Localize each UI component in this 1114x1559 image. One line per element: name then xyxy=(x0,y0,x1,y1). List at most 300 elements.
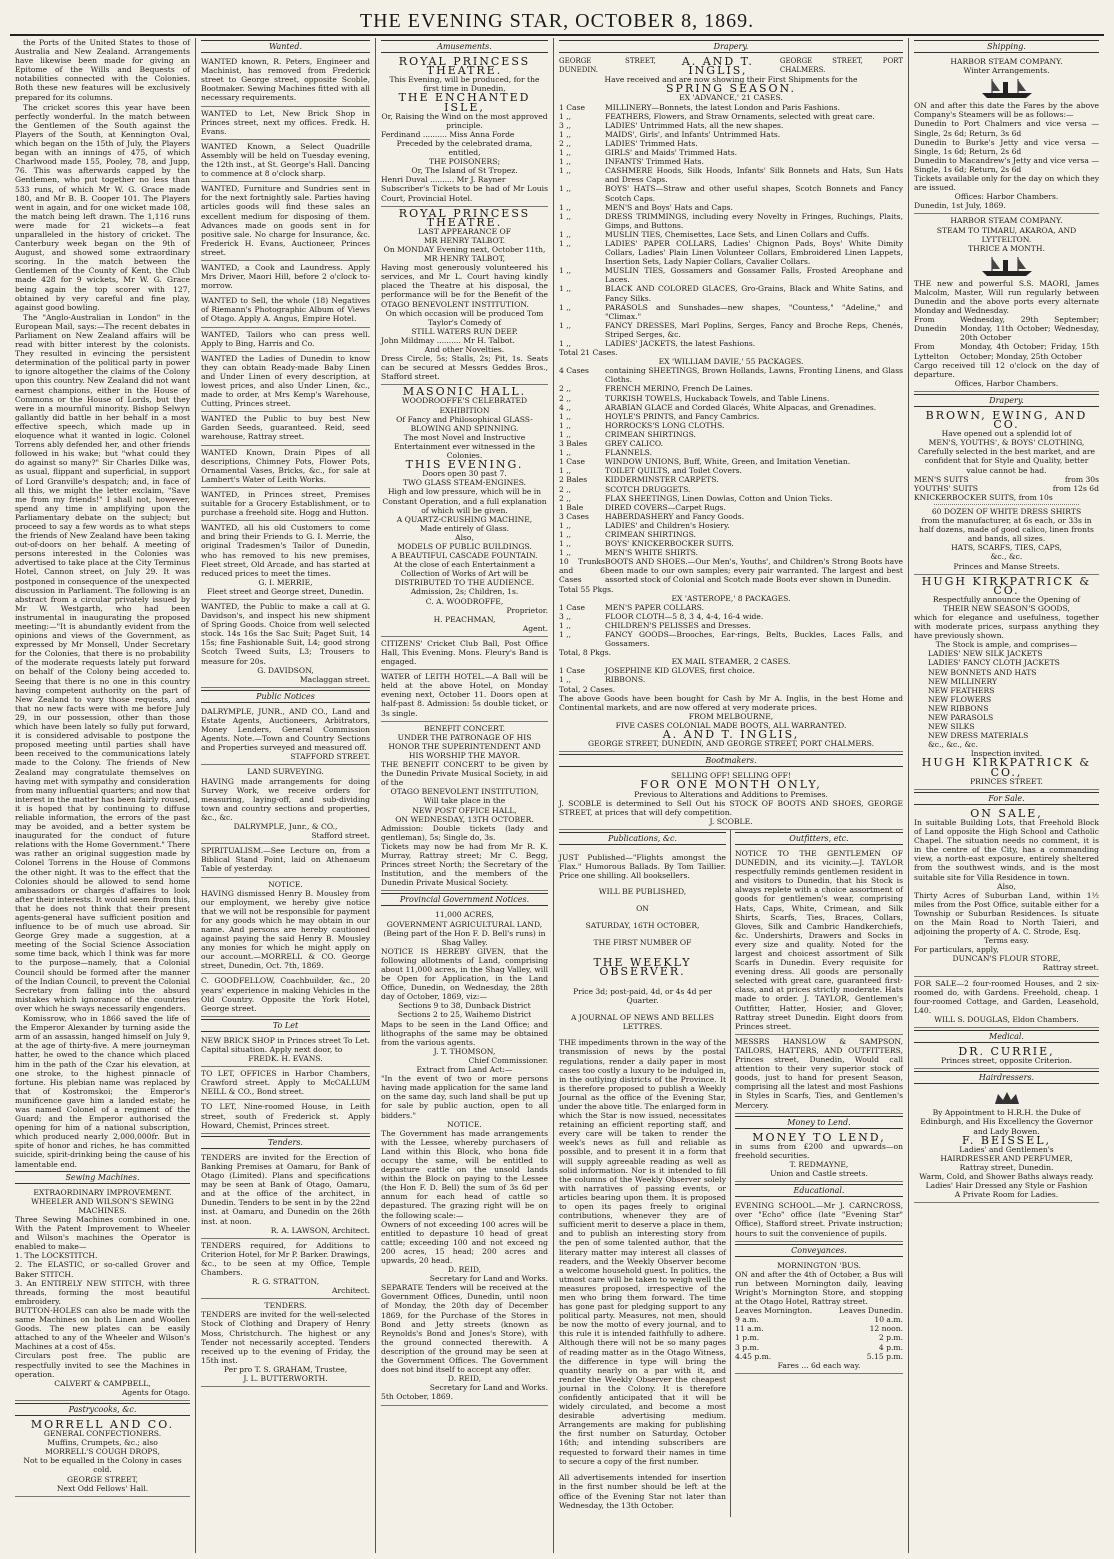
ad-text: WANTED the Public to buy best New Garden Seeds, guaranteed. Reid, seed warehouse, Rattray street. xyxy=(201,414,370,442)
ad-line: Also, xyxy=(997,881,1016,891)
inglis-header xyxy=(559,55,903,78)
ad-line: 2. The ELASTIC, or so-called Grover and Baker STITCH. xyxy=(15,1260,190,1279)
ad-line: High and low pressure, which will be in Constant Operation, and a full explanation of which will be given. xyxy=(382,487,547,515)
shipment-qty: 1 ,, xyxy=(559,466,572,476)
ad-line: Having most generously volunteered his services, and Mr L. Court having kindly placed the Theatre at his disposal, the performance will be for the Benefit of the OTAGO BENEVOLENT INSTITUTION. xyxy=(381,263,548,309)
ad-line: THRICE A MONTH. xyxy=(968,243,1045,253)
outfitter-ad xyxy=(735,1035,903,1114)
ad-line: Or, Raising the Wind on the most approved principle. xyxy=(381,111,548,130)
ad-line: MR HENRY TALBOT. xyxy=(423,235,506,245)
shipment-list-asterope xyxy=(559,603,903,648)
ad-line: Ladies' and Gentlemen's xyxy=(959,1144,1054,1154)
ad-text: NEW BRICK SHOP in Princes street To Let. Capital situation. Apply next door, to xyxy=(201,1035,370,1054)
theatre-ad xyxy=(381,207,548,386)
ad-text: TO LET, OFFICES in Harbor Chambers, Crawford street. Apply to McCALLUM NEILL & CO., Bond street. xyxy=(201,1069,370,1097)
shipment-item xyxy=(559,121,903,130)
ad-address: Offices: Harbor Chambers. xyxy=(954,192,1059,202)
ad-line: C. A. WOODROFFE, xyxy=(425,596,504,606)
ad-text: HAVING made arrangements for doing Survey Work, we receive orders for measuring, laying-off, and sub-dividing town and country sections and properties, &c., &c. xyxy=(201,776,370,822)
stock-item: NEW MILLINERY xyxy=(928,676,997,686)
educational-ad xyxy=(735,1199,903,1241)
ad-address: STAFFORD STREET. xyxy=(290,752,370,762)
shipment-desc: PARASOLS and Sunshades—new shapes, "Countess," "Adeline," and "Climax." xyxy=(605,302,903,321)
shipment-desc: RIBBONS. xyxy=(605,675,646,685)
pastry-ad xyxy=(15,1418,190,1497)
ad-line: THE POISONERS; xyxy=(428,157,501,167)
section-heading-educational: Educational. xyxy=(735,1184,903,1197)
timetable-cell: 1 p.m. xyxy=(735,1333,760,1343)
ad-line: MEN'S, YOUTHS', & BOYS' CLOTHING, xyxy=(928,438,1085,448)
shipment-desc: DIRED COVERS—Carpet Rugs. xyxy=(605,502,726,512)
ad-address: Offices, Harbor Chambers. xyxy=(954,378,1059,388)
shipment-item xyxy=(559,539,903,548)
ad-address: Maclaggan street. xyxy=(299,674,370,684)
ad-text: WANTED to Sell, the whole (18) Negatives of Riemann's Photographic Album of Views of Otago. Apply A. Angus, Empire Hotel. xyxy=(201,296,370,324)
shipment-desc: JOSEPHINE KID GLOVES, first choice. xyxy=(605,666,755,676)
ad-text: WANTED Known, Drain Pipes of all descriptions, Chimney Pots, Flower Pots, Ornamental Vases, Bricks, &c., for sale at Lambert's Water of Leith Works. xyxy=(201,447,370,484)
shipment-desc: KIDDERMINSTER CARPETS. xyxy=(605,475,719,485)
to-let-ad xyxy=(201,1034,370,1067)
ad-line: GOVERNMENT AGRICULTURAL LAND, xyxy=(386,919,543,929)
ad-line: A QUARTZ-CRUSHING MACHINE, xyxy=(396,514,533,524)
ad-line: 1. The LOCKSTITCH. xyxy=(15,1251,98,1261)
fare-line: Dunedin to Port Chalmers and vice versa — Single, 2s 6d; Return, 3s 6d xyxy=(914,119,1099,138)
ad-line: Made entirely of Glass. xyxy=(419,523,510,533)
shipment-desc: FANCY GOODS—Brooches, Ear-rings, Belts, Buckles, Laces Falls, and Gossamers. xyxy=(605,630,903,649)
shipment-item xyxy=(559,266,903,284)
ad-line: Tickets may now be had from Mr R. K. Murray, Rattray street; Mr C. Begg, Princes street North; the Secretary of the Institution, and the members of the Dunedin Private Musical Society. xyxy=(381,841,548,888)
ad-line: Ferdinand .......... Miss Anna Forde xyxy=(381,129,515,139)
ad-line: GENERAL CONFECTIONERS. xyxy=(43,1429,162,1439)
ad-line: THE ENCHANTED ISLE, xyxy=(398,91,531,114)
ad-line: A BEAUTIFUL CASCADE FOUNTAIN. xyxy=(391,551,538,561)
price-value: from 30s xyxy=(1064,474,1099,484)
spiritualism-ad xyxy=(201,844,370,877)
land-sale-ad xyxy=(914,807,1099,977)
ad-line: Muffins, Crumpets, &c.; also xyxy=(47,1438,158,1448)
shipment-qty: 2 ,, xyxy=(559,493,572,503)
shipment-qty: 1 Bale xyxy=(559,502,584,512)
shipment-desc: HOYLE'S PRINTS, and Fancy Cambrics. xyxy=(605,411,760,421)
tender-ad xyxy=(201,1151,370,1239)
ad-line: Fares ... 6d each way. xyxy=(777,1360,861,1370)
ad-line: 3. An ENTIRELY NEW STITCH, with three threads, forming the most beautiful embroidery. xyxy=(15,1278,190,1306)
shipment-qty: 1 Case xyxy=(559,102,585,112)
ad-title: TENDERS. xyxy=(264,1301,307,1311)
shipment-item xyxy=(559,366,903,384)
ad-text: TENDERS are invited for the well-selected Stock of Clothing and Drapery of Henry Moss, Christchurch. The highest or any Tender not necessarily accepted. Tenders received up to the evening of Friday, the 15th inst. xyxy=(201,1310,370,1365)
ad-line: Sections 9 to 38, Dunback District xyxy=(398,1001,531,1011)
ad-line: Winter Arrangements. xyxy=(963,66,1050,76)
ad-line: Price 3d; post-paid, 4d, or 4s 4d per Quarter. xyxy=(573,986,712,1005)
bus-ad xyxy=(735,1259,903,1374)
theatre-ad xyxy=(381,55,548,207)
shipment-total: Total, 2 Cases. xyxy=(559,684,616,694)
ad-signature: R. A. LAWSON, Architect. xyxy=(270,1225,370,1235)
shipment-qty: 1 ,, xyxy=(559,157,572,167)
shipment-item xyxy=(559,166,903,184)
shipment-qty: 1 ,, xyxy=(559,420,572,430)
ad-line: MR HENRY TALBOT, xyxy=(423,254,506,264)
ad-line: STEAM TO TIMARU, AKAROA, AND LYTTELTON. xyxy=(936,225,1077,244)
stock-list xyxy=(914,649,1099,749)
section-heading-provincial: Provincial Government Notices. xyxy=(381,893,548,906)
shipment-item xyxy=(559,457,903,466)
ad-line: The Government has made arrangements with the Lessee, whereby purchasers of Land within this Block, who bona fide occupy the same, will be entitled to depasture cattle on the unsold lands within the Block on paying to the Lessee (the Hon F. D. Bell) the sum of 3s 6d per annum for each head of cattle so depastured. The grazing right will be on the following scale:— xyxy=(381,1128,548,1220)
ad-text: CITIZENS' Cricket Club Ball, Post Office Hall, This Evening. Mons. Fleury's Band is engaged. xyxy=(381,638,548,667)
shipment-desc: MAIDS', Girls', and Infants' Untrimmed Hats. xyxy=(605,129,781,139)
shipment-desc: MUSLIN TIES, Chemisettes, Lace Sets, and Linen Collars and Cuffs. xyxy=(605,229,870,239)
ad-text: WANTED, all his old Customers to come and bring their Friends to G. I. Merrie, the original Tradesmen's Tailor of Dunedin, who has removed to his new premises, Fleet street, Old Arcade, and has started at reduced prices to meet the times. xyxy=(201,523,370,578)
shipment-item xyxy=(559,466,903,475)
ad-address: Union and Castle streets. xyxy=(770,1169,868,1179)
ad-line: HAIRDRESSER AND PERFUMER, xyxy=(940,1153,1073,1163)
shipment-desc: DRESS TRIMMINGS, including every Novelty in Fringes, Ruchings, Plaits, Gimps, and Buttons. xyxy=(605,211,903,230)
stock-item: &c., &c., &c. xyxy=(928,740,978,750)
ad-line: Doors open 30 past 7. xyxy=(422,469,507,479)
ad-line: "In the event of two or more persons having made application for the same land on the same day, such land shall be put up for sale by public auction, open to all bidders." xyxy=(381,1074,548,1120)
section-heading-medical: Medical. xyxy=(914,1030,1099,1043)
wanted-ad xyxy=(201,521,370,600)
shipment-desc: FANCY DRESSES, Marl Poplins, Serges, Fancy and Broche Reps, Chenés, Striped Serges, &c. xyxy=(605,320,903,339)
wanted-ad xyxy=(201,488,370,521)
ad-line: Warm, Cold, and Shower Baths always ready. xyxy=(919,1172,1094,1182)
shipment-qty: 1 ,, xyxy=(559,620,572,630)
shipment-qty: 1 ,, xyxy=(559,339,572,348)
fare-line: Dunedin to Burke's Jetty and vice versa — Single, 1s 6d; Return, 2s 6d xyxy=(914,137,1099,156)
shipment-desc: LADIES' Trimmed Hats. xyxy=(605,138,698,148)
ad-line: ON xyxy=(636,904,649,914)
ad-line: 5th October, 1869. xyxy=(381,1392,454,1402)
ad-line: D. REID, xyxy=(447,1374,482,1384)
shipment-qty: 1 ,, xyxy=(559,129,572,139)
ad-address: GEORGE STREET, DUNEDIN. xyxy=(559,57,656,75)
ad-line: John Mildmay .......... Mr H. Talbot. xyxy=(381,335,515,345)
stock-item: NEW DRESS MATERIALS xyxy=(928,731,1029,741)
ad-line: Admission: Double tickets (lady and gentleman), 5s; Single do, 3s. xyxy=(381,823,548,842)
ad-line: Circulars post free. The public are respectfully invited to see the Machines in operation. xyxy=(15,1351,190,1379)
ad-line: Rattray street, Dunedin. xyxy=(959,1162,1054,1172)
royal-crest-icon xyxy=(992,1090,1022,1106)
ad-text: All advertisements intended for insertion in the first number should be left at the office of the Evening Star not later than Wednesday, the 13th October. xyxy=(559,1473,726,1510)
price-item: KNICKERBOCKER SUITS, from 10s xyxy=(914,492,1053,502)
tender-ad xyxy=(201,1299,370,1387)
shipment-item xyxy=(559,230,903,239)
timetable-header xyxy=(735,1306,903,1315)
shipment-qty: 1 ,, xyxy=(559,520,572,530)
ad-signature: CALVERT & CAMPBELL, xyxy=(54,1378,151,1388)
timetable-col-label: Leaves Mornington. xyxy=(735,1306,813,1316)
shipment-desc: LADIES' and Children's Hosiery. xyxy=(605,520,730,530)
shipment-desc: containing SHEETINGS, Brown Hollands, Lawns, Fronting Linens, and Glass Cloths. xyxy=(605,366,903,385)
wanted-ad xyxy=(201,140,370,182)
ad-line: A Private Room for Ladies. xyxy=(954,1190,1059,1200)
timetable xyxy=(735,1315,903,1360)
ad-text: which for elegance and usefulness, together with moderate prices, surpass anything they have previously shown. xyxy=(914,612,1099,641)
ad-text: NOTICE TO THE GENTLEMEN OF DUNEDIN, and its vicinity.—J. TAYLOR respectfully reminds gentlemen resident in and visitors to Dunedin, that his Stock is always replete with a choice assortment of goods for gentlemen's wear, comprising Hats, Caps, White, Crimean, and Silk Shirts, Scarfs, Ties, Braces, Collars, Gloves, Silk and Cambric Handkerchiefs, &c. Undershirts, Drawers and Socks in every size and quality. Noted for the largest and choicest assortment of Silk Scarfs in Dunedin. Every requisite for evening dress. All goods are personally selected with great care, guaranteed first-class, and at prices strictly moderate. Hats made to order. J. TAYLOR, Gentlemen's Outfitter, Hatter, Hosier, and Glover, Rattray street Dunedin. Eight doors from Princes street. xyxy=(735,848,903,1031)
kirkpatrick-ad xyxy=(914,575,1099,790)
shipment-desc: FEATHERS, Flowers, and Straw Ornaments, selected with great care. xyxy=(605,111,875,121)
shipment-qty: 1 ,, xyxy=(559,202,572,212)
shipment-item xyxy=(559,112,903,121)
shipment-title: EX 'ADVANCE,' 21 CASES. xyxy=(679,93,783,103)
shipment-item xyxy=(559,503,903,512)
ad-title: MASONIC HALL. xyxy=(402,385,527,399)
outfitters-column xyxy=(731,830,903,1517)
shipment-item xyxy=(559,384,903,393)
harbor-steam-ad xyxy=(914,214,1099,392)
shipment-item xyxy=(559,521,903,530)
shipment-item xyxy=(559,675,903,684)
ad-title: HUGH KIRKPATRICK & CO., xyxy=(921,756,1092,779)
ad-line: NOTICE IS HEREBY GIVEN, that the following allotments of Land, comprising about 11,000 acres, in the Shag Valley, will be Open for Application, in the Land Office, Dunedin, on Wednesday, the 28th day of October, 1869, viz:— xyxy=(381,946,548,1002)
shipment-item xyxy=(559,630,903,648)
ad-text: The above Goods have been bought for Cash by Mr A. Inglis, in the best Home and Continental markets, and are now offered at very moderate prices. xyxy=(559,693,903,712)
shipment-qty: 3 Cases xyxy=(559,511,589,521)
shipment-desc: MEN'S and Boys' Hats and Caps. xyxy=(605,202,733,212)
to-let-ad xyxy=(201,1100,370,1133)
shipment-desc: BOYS' KNICKERBOCKER SUITS. xyxy=(605,539,734,549)
masonic-hall-ad xyxy=(381,385,548,637)
outfitter-ad xyxy=(735,847,903,1035)
ad-line: Not to be equalled in the Colony in cases cold. xyxy=(23,1456,182,1475)
ad-address: Fleet street and George street, Dunedin. xyxy=(207,586,364,596)
ad-text: WATER of LEITH HOTEL.—A Ball will be held at the above Hotel, on Monday evening next, October 11. Doors open at half-past 8. Admission: 5s double ticket, or 3s single. xyxy=(381,672,548,718)
ad-line: GEORGE STREET, xyxy=(66,1474,138,1484)
shipment-qty: 1 ,, xyxy=(559,111,572,121)
ad-line: FIVE CASES COLONIAL MADE BOOTS, ALL WARRANTED. xyxy=(615,720,847,730)
ad-line: This Evening, will be produced, for the first time in Dunedin, xyxy=(389,75,540,94)
shipment-title: EX MAIL STEAMER, 2 CASES. xyxy=(671,657,791,667)
ad-line: Chief Commissioner. xyxy=(468,1055,548,1065)
ad-text: DALRYMPLE, JUNR., AND CO., Land and Estate Agents, Auctioneers, Arbitrators, Money Lenders, General Commission Agents. Note.—Town and Country Sections and Properties surveyed and measured off. xyxy=(201,706,370,753)
ad-title: ON SALE, xyxy=(970,806,1043,820)
shipment-desc: BOYS' HATS—Straw and other useful shapes, Scotch Bonnets and Fancy Scotch Caps. xyxy=(605,184,903,203)
ad-line: Secretary for Land and Works. xyxy=(429,1383,548,1393)
ad-line: Of Fancy and Philosophical GLASS-BLOWING AND SPINNING. xyxy=(396,414,533,433)
news-paragraph: The cricket scores this year have been perfectly wonderful. In the match between the Gentlemen of the South against the Players of the South, at Kennington Oval, which began on the 15th of July, the Players began with an innings of 475, of which Charlwood made 155, Pooley, 78, and Jupp, 76. This was afterwards capped by the Gentlemen, who put together no less than 533 runs, of which Mr W. G. Grace made 180, and Mr B. B. Cooper 101. The Players went in again, and for one wicket made 108, the match being left drawn. The 1,116 runs were made for 21 wickets—a feat unparalleled in the history of cricket. The Canterbury week began on the 9th of August, and showed some extraordinary scoring. In the match between the Gentlemen of the County of Kent, the Club made 428 for 9 wickets, Mr W. G. Grace being again the top scorer with 127, obtained by very careful and fine play, against good bowling. xyxy=(15,102,190,312)
shipment-desc: FLOOR CLOTH—5 8, 3 4, 4-4, 16-4 wide. xyxy=(605,611,764,621)
section-heading-for-sale: For Sale. xyxy=(914,792,1099,805)
timetable-cell: 5.15 p.m. xyxy=(866,1351,903,1361)
ad-line: And other Novelties. xyxy=(424,345,505,354)
ad-title: MORNINGTON 'BUS. xyxy=(777,1260,861,1270)
ad-signature: G. I. MERRIE, xyxy=(258,577,313,587)
section-heading-hairdressers: Hairdressers. xyxy=(914,1071,1099,1084)
ad-line: Terms easy. xyxy=(984,936,1029,946)
shipment-item xyxy=(559,603,903,612)
ad-line: ON WEDNESDAY, 13TH OCTOBER. xyxy=(395,814,534,824)
ad-date: Dunedin, 1st July, 1869. xyxy=(914,201,1006,211)
stock-item: NEW FEATHERS xyxy=(928,685,995,695)
column-drapery xyxy=(554,38,909,1553)
ad-line: Have received and are now showing their First Shipments for the xyxy=(604,75,858,85)
divider xyxy=(934,504,1079,505)
citizens-ball-ad xyxy=(381,637,548,670)
ad-text: C. GOODFELLOW, Coachbuilder, &c., 20 years' experience in making Vehicles in the Old Country. Opposite the York Hotel, George street. xyxy=(201,976,370,1013)
ad-line: A JOURNAL OF NEWS AND BELLES LETTRES. xyxy=(571,1012,714,1031)
ad-line: WILL BE PUBLISHED, xyxy=(598,887,687,897)
shipment-qty: 1 ,, xyxy=(559,284,572,294)
ad-address: Princes and Manse Streets. xyxy=(953,561,1060,571)
stock-item: NEW RIBBONS xyxy=(928,703,989,713)
harbor-steam-ad xyxy=(914,55,1099,214)
provincial-notice xyxy=(381,908,548,1405)
ad-text: ON and after this date the Fares by the above Company's Steamers will be as follows:— xyxy=(914,101,1099,120)
ad-text: WANTED, Tailors who can press well. Apply to Bing, Harris and Co. xyxy=(201,329,370,348)
ad-signature: R. G. STRATTON, xyxy=(251,1277,320,1287)
wanted-ad xyxy=(201,328,370,352)
wanted-ad xyxy=(201,352,370,413)
ad-text: Thirty Acres of Suburban Land, within 1½ miles from the Post Office, suitable either for a Township or Suburban Residences. Is situate on the Main Road to North Taieri, and adjoining the property of A. C. Strode, Esq. xyxy=(914,890,1099,937)
shipment-list-davie xyxy=(559,366,903,584)
shipment-item xyxy=(559,475,903,484)
ad-line: Will take place in the xyxy=(423,796,506,806)
schedule-port: From Lyttelton xyxy=(914,342,949,361)
shipment-qty: 1 ,, xyxy=(559,266,572,276)
ad-title: HUGH KIRKPATRICK & CO. xyxy=(921,574,1092,597)
shipment-item xyxy=(559,439,903,448)
shipment-item xyxy=(559,557,903,584)
shipment-item xyxy=(559,666,903,675)
ad-text: WANTED, the Public to make a call at G. Davidson's, and inspect his new shipment of Spring Goods. Choice from well selected stock. 14s 16s the Sac Suit; Paget Suit, 14 15s; fine Fashionable Suit, L4; good strong Scotch Tweed Suits, L3; Trousers to measure for 20s. xyxy=(201,601,370,666)
shipment-list-mail xyxy=(559,666,903,684)
ad-text: Cargo received till 12 o'clock on the day of departure. xyxy=(914,360,1099,379)
ad-title: A. AND T. INGLIS, xyxy=(681,55,754,78)
shipment-item xyxy=(559,203,903,212)
shipment-item xyxy=(559,103,903,112)
shipment-desc: GREY CALICO. xyxy=(605,439,664,449)
ad-text: HAVING dismissed Henry B. Mousley from our employment, we hereby give notice that we will not be responsible for payment for any goods which he may obtain in our name. And persons are hereby cautioned against paying the said Henry B. Mousley any monies for which he might apply on our account.—MORRELL & CO. George street, Dunedin, Oct. 7th, 1869. xyxy=(201,888,370,971)
dalrymple-ad xyxy=(201,705,370,766)
ad-text: WANTED the Ladies of Dunedin to know they can obtain Ready-made Baby Linen and Under Linen of every description, at lowest prices, and also Under Linen, &c., made to order, at Mrs Kemp's Warehouse, Cutting, Princes street. xyxy=(201,353,370,409)
ad-line: Also, xyxy=(455,532,474,542)
shipment-qty: 1 ,, xyxy=(559,238,572,248)
section-heading-shipping: Shipping. xyxy=(914,40,1099,53)
wanted-ad xyxy=(201,55,370,106)
shipment-item xyxy=(559,148,903,157)
ad-line: Henri Duval .......... Mr J. Rayner xyxy=(381,175,506,185)
column-amusements xyxy=(376,38,554,1553)
masthead-rule xyxy=(10,34,1104,36)
ad-signature: T. REDMAYNE, xyxy=(789,1159,849,1169)
ad-line: Preceded by the celebrated drama, entitled, xyxy=(396,138,533,158)
ad-line: D. REID, xyxy=(447,1265,482,1275)
ad-line: from the manufacturer, at 6s each, or 33s in half dozens, made of good calico, linen fronts and bands, all sizes. xyxy=(919,516,1094,544)
ad-text: TENDERS are invited for the Erection of Banking Premises at Oamaru, for Bank of Otago (Limited). Plans and specifications may be seen at Bank of Otago, Oamaru, and at the office of the architect, in Dunedin. Tenders to be sent in by the 22nd inst. at Oamaru, and Dunedin on the 26th inst. at noon. xyxy=(201,1152,370,1226)
ad-title: HARBOR STEAM COMPANY. xyxy=(950,216,1063,226)
ad-line: Sections 2 to 25, Waihemo District xyxy=(397,1010,532,1020)
shipment-qty: 3 ,, xyxy=(559,120,572,130)
ad-text: TENDERS required, for Additions to Criterion Hotel, for Mr P. Barker. Drawings, &c., to be seen at my Office, Temple Chambers. xyxy=(201,1240,370,1277)
shipment-desc: CASHMERE Hoods, Silk Hoods, Infants' Silk Bonnets and Hats, Sun Hats and Dress Caps. xyxy=(605,166,903,185)
ad-text: THE new and powerful S.S. MAORI, James Malcolm, Master, Will run regularly between Dunedin and the above ports every alternate Monday and Wednesday. xyxy=(914,278,1099,316)
shipment-item xyxy=(559,394,903,403)
ad-line: NOTICE. xyxy=(447,1119,482,1129)
ad-line: THE FIRST NUMBER OF xyxy=(593,937,692,947)
ad-text: SPIRITUALISM.—See Lecture on, from a Biblical Stand Point, laid on Athenaeum Table of yesterday. xyxy=(201,846,370,874)
timetable-cell: 2 p.m. xyxy=(878,1333,903,1343)
schedule-dates: Monday, 4th October; Friday, 15th October; Monday, 25th October xyxy=(960,342,1099,361)
shipment-desc: LADIES' JACKETS, the latest Fashions. xyxy=(605,339,756,348)
ad-line: Previous to Alterations and Additions to Premises. xyxy=(634,789,828,799)
ad-line: For particulars, apply, xyxy=(914,945,999,955)
timetable-cell: 10 a.m. xyxy=(874,1315,903,1325)
ad-line: J. T. THOMSON, xyxy=(433,1046,496,1056)
ad-line: Three Sewing Machines combined in one. With the Patent Improvement to Wheeler and Wilson's machines the Operator is enabled to make— xyxy=(15,1215,190,1252)
column-wanted xyxy=(196,38,376,1553)
shipment-desc: FLAX SHEETINGS, Linen Dowlas, Cotton and Union Ticks. xyxy=(605,493,833,503)
ad-line: Carefully selected in the best market, and are confident that for Style and Quality, better value cannot be had. xyxy=(917,447,1096,475)
shipment-qty: 1 ,, xyxy=(559,429,572,439)
ad-title: ROYAL PRINCESS THEATRE. xyxy=(398,55,531,78)
ad-line: On MONDAY Evening next, October 11th, xyxy=(383,244,546,254)
wanted-ad xyxy=(201,446,370,488)
timetable-cell: 9 a.m. xyxy=(735,1315,759,1325)
ad-line: THE BENEFIT CONCERT to be given by the Dunedin Private Musical Society, in aid of the xyxy=(381,760,548,788)
hairdresser-ad xyxy=(914,1086,1099,1203)
shipment-item xyxy=(559,157,903,166)
ad-title: HARBOR STEAM COMPANY. xyxy=(950,57,1063,67)
section-heading-wanted: Wanted. xyxy=(201,40,370,53)
medical-ad xyxy=(914,1045,1099,1069)
timetable-cell: 11 a.m. xyxy=(735,1324,764,1334)
shipment-qty: 1 ,, xyxy=(559,302,572,312)
stock-item: NEW FLOWERS xyxy=(928,694,992,704)
ad-text: JUST Published—"Flights amongst the Flax." Humorous Ballads. By Tom Taillier. Price one shilling. All booksellers. xyxy=(559,852,726,880)
ad-line: Inspection invited. xyxy=(970,749,1043,759)
steamship-icon xyxy=(978,77,1036,99)
ad-address: PRINCES STREET. xyxy=(970,776,1043,786)
ad-address: GEORGE STREET, PORT CHALMERS. xyxy=(779,57,903,75)
section-heading-amusements: Amusements. xyxy=(381,40,548,53)
ad-line: Respectfully announce the Opening of xyxy=(932,594,1081,604)
ad-signature: Per pro T. S. GRAHAM, Trustee, xyxy=(223,1364,348,1374)
wanted-ad xyxy=(201,294,370,327)
brown-ewing-ad xyxy=(914,409,1099,575)
price-item: MEN'S SUITS xyxy=(914,474,969,484)
shipment-item xyxy=(559,621,903,630)
masthead-title: THE EVENING STAR, OCTOBER 8, 1869. xyxy=(359,10,755,32)
shipment-item xyxy=(559,494,903,503)
shipment-desc: INFANTS' Trimmed Hats. xyxy=(605,157,704,167)
shipment-qty: 2 ,, xyxy=(559,393,572,403)
ad-line: LAST APPEARANCE OF xyxy=(417,226,512,236)
ad-line: OTAGO BENEVOLENT INSTITUTION, xyxy=(390,787,539,797)
ad-signature: FREDK. H. EVANS. xyxy=(248,1054,323,1064)
ad-line: SPRING SEASON. xyxy=(666,82,796,96)
ad-signature: J. L. BUTTERWORTH. xyxy=(243,1374,328,1383)
shipment-qty: 4 ,, xyxy=(559,402,572,412)
ad-title: THE WEEKLY OBSERVER. xyxy=(593,955,692,978)
ad-line: FROM MELBOURNE, xyxy=(688,711,774,721)
ad-line: STILL WATERS RUN DEEP. xyxy=(411,326,518,336)
shipment-desc: HORROCKS'S LONG CLOTHS. xyxy=(605,420,725,430)
ad-line: Ladies' Hair Dressed any Style or Fashion xyxy=(925,1181,1088,1191)
ad-line: Dress Circle, 5s; Stalls, 2s; Pit, 1s. Seats can be secured at Messrs Geddes Bros., Stafford street. xyxy=(381,354,548,382)
shipment-item xyxy=(559,412,903,421)
schedule-dates: Wednesday, 29th September; Monday, 11th October; Wednesday, 20th October xyxy=(960,315,1099,343)
wanted-ad xyxy=(201,107,370,140)
ad-signature: J. SCOBLE. xyxy=(709,816,753,826)
shipment-desc: MEN'S PAPER COLLARS. xyxy=(605,602,705,612)
schedule-row xyxy=(914,315,1099,342)
ad-line: THEIR NEW SEASON'S GOODS, xyxy=(943,603,1070,613)
houses-sale-ad xyxy=(914,977,1099,1028)
ad-line: 60 DOZEN OF WHITE DRESS SHIRTS xyxy=(931,506,1082,516)
shipment-total: Total 55 Pkgs. xyxy=(559,584,614,594)
price-row xyxy=(914,484,1099,493)
